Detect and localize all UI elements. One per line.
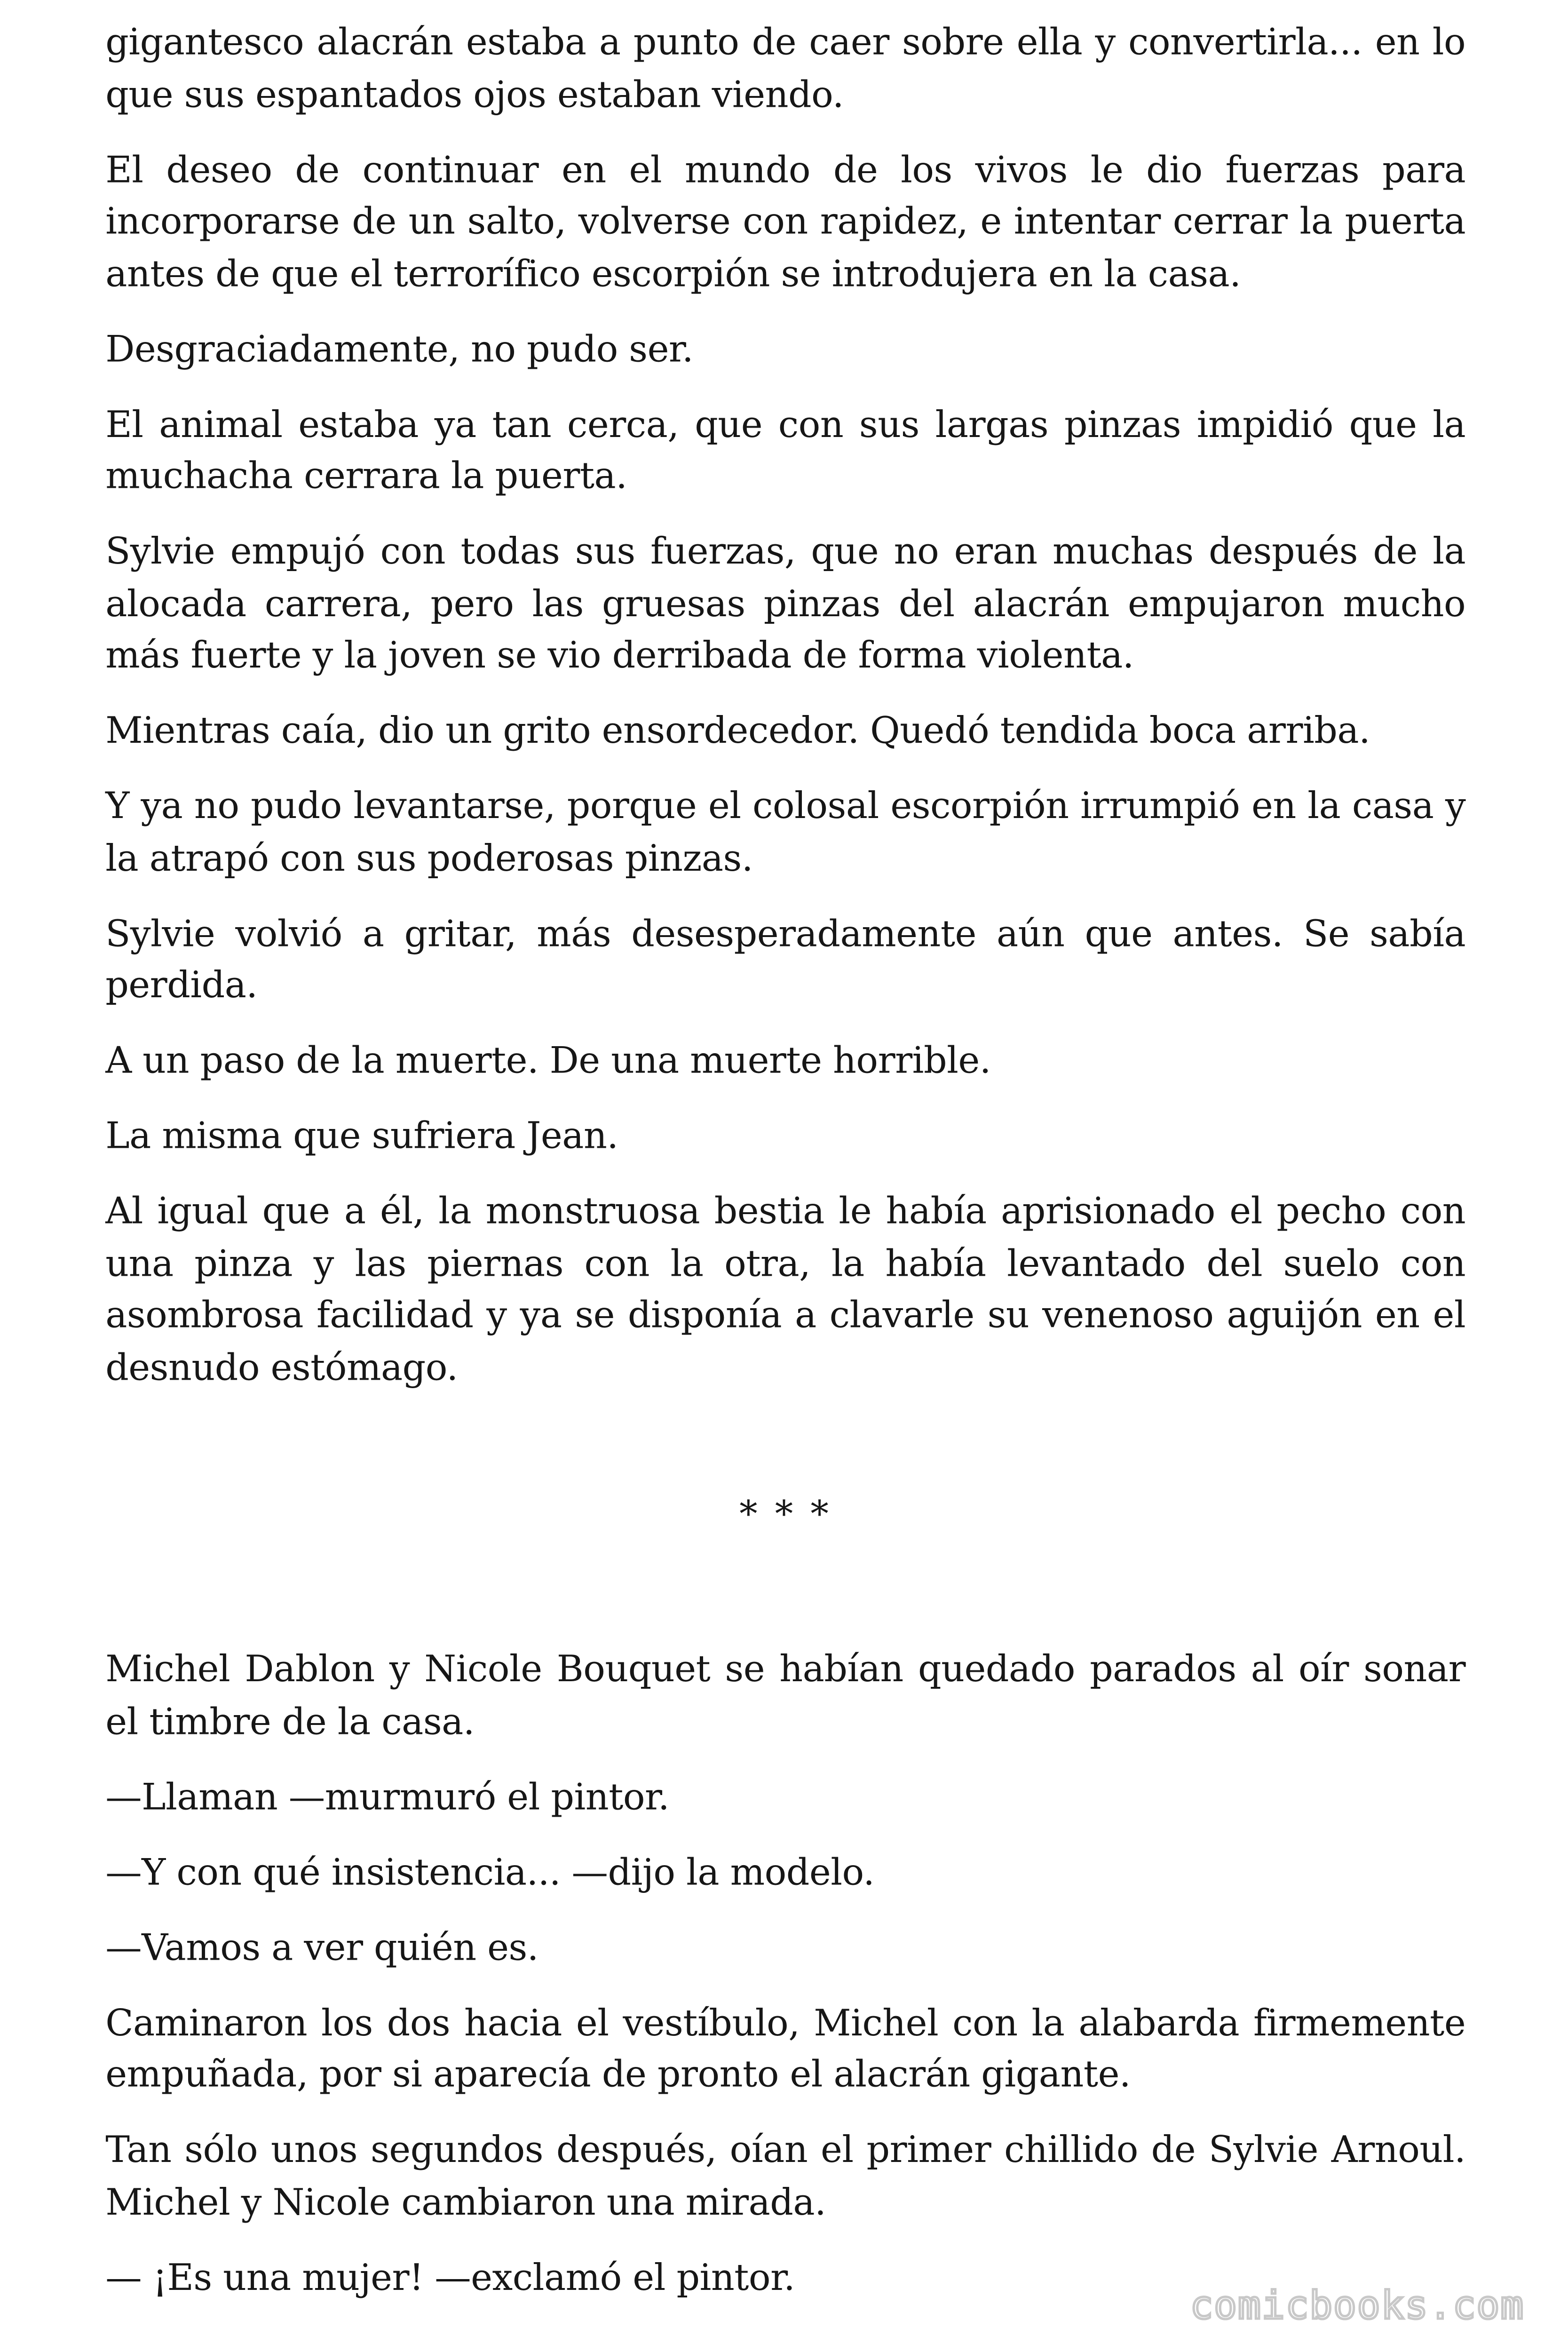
paragraph: A un paso de la muerte. De una muerte horrible. [105, 1039, 991, 1082]
watermark-text: comicbooks.com [1190, 2283, 1524, 2328]
scene-break: * * * [739, 1493, 832, 1535]
paragraph: Y ya no pudo levantarse, porque el colosal escorpión irrumpió en la casa y la atrapó con sus poderosas pinzas. [105, 785, 1466, 879]
paragraph: Mientras caía, dio un grito ensordecedor. Quedó tendida boca arriba. [105, 709, 1370, 752]
paragraph: El animal estaba ya tan cerca, que con sus largas pinzas impidió que la muchacha cerrara la puerta. [105, 403, 1466, 497]
watermark-logo [1169, 2281, 1545, 2341]
paragraph: La misma que sufriera Jean. [105, 1114, 618, 1157]
paragraph: Desgraciadamente, no pudo ser. [105, 327, 694, 370]
paragraph: Sylvie empujó con todas sus fuerzas, que no eran muchas después de la alocada carrera, pero las gruesas pinzas del alacrán empujaron mucho más fuerte y la joven se vio derribada de forma violenta. [105, 530, 1466, 677]
paragraph: gigantesco alacrán estaba a punto de caer sobre ella y convertirla... en lo que sus espantados ojos estaban viendo. [105, 21, 1466, 116]
dialogue-line: —Vamos a ver quién es. [105, 1926, 539, 1969]
paragraph: Sylvie volvió a gritar, más desesperadamente aún que antes. Se sabía perdida. [105, 912, 1466, 1007]
dialogue-line: —Llaman —murmuró el pintor. [105, 1775, 670, 1818]
paragraph: Tan sólo unos segundos después, oían el primer chillido de Sylvie Arnoul. Michel y Nicole cambiaron una mirada. [105, 2129, 1466, 2223]
paragraph: Michel Dablon y Nicole Bouquet se habían quedado parados al oír sonar el timbre de la casa. [105, 1648, 1466, 1742]
paragraph: El deseo de continuar en el mundo de los vivos le dio fuerzas para incorporarse de un salto, volverse con rapidez, e intentar cerrar la puerta antes de que el terrorífico escorpión se introdujera en la casa. [105, 148, 1466, 295]
paragraph: Al igual que a él, la monstruosa bestia le había aprisionado el pecho con una pinza y las piernas con la otra, la había levantado del suelo con asombrosa facilidad y ya se disponía a clavarle su venenoso aguijón en el desnudo estómago. [105, 1190, 1466, 1389]
paragraph: Caminaron los dos hacia el vestíbulo, Michel con la alabarda firmemente empuñada, por si aparecía de pronto el alacrán gigante. [105, 2001, 1466, 2096]
dialogue-line: — ¡Es una mujer! —exclamó el pintor. [105, 2256, 795, 2298]
text-column [105, 16, 1465, 2327]
dialogue-line: —Y con qué insistencia... —dijo la modelo. [105, 1851, 875, 1893]
